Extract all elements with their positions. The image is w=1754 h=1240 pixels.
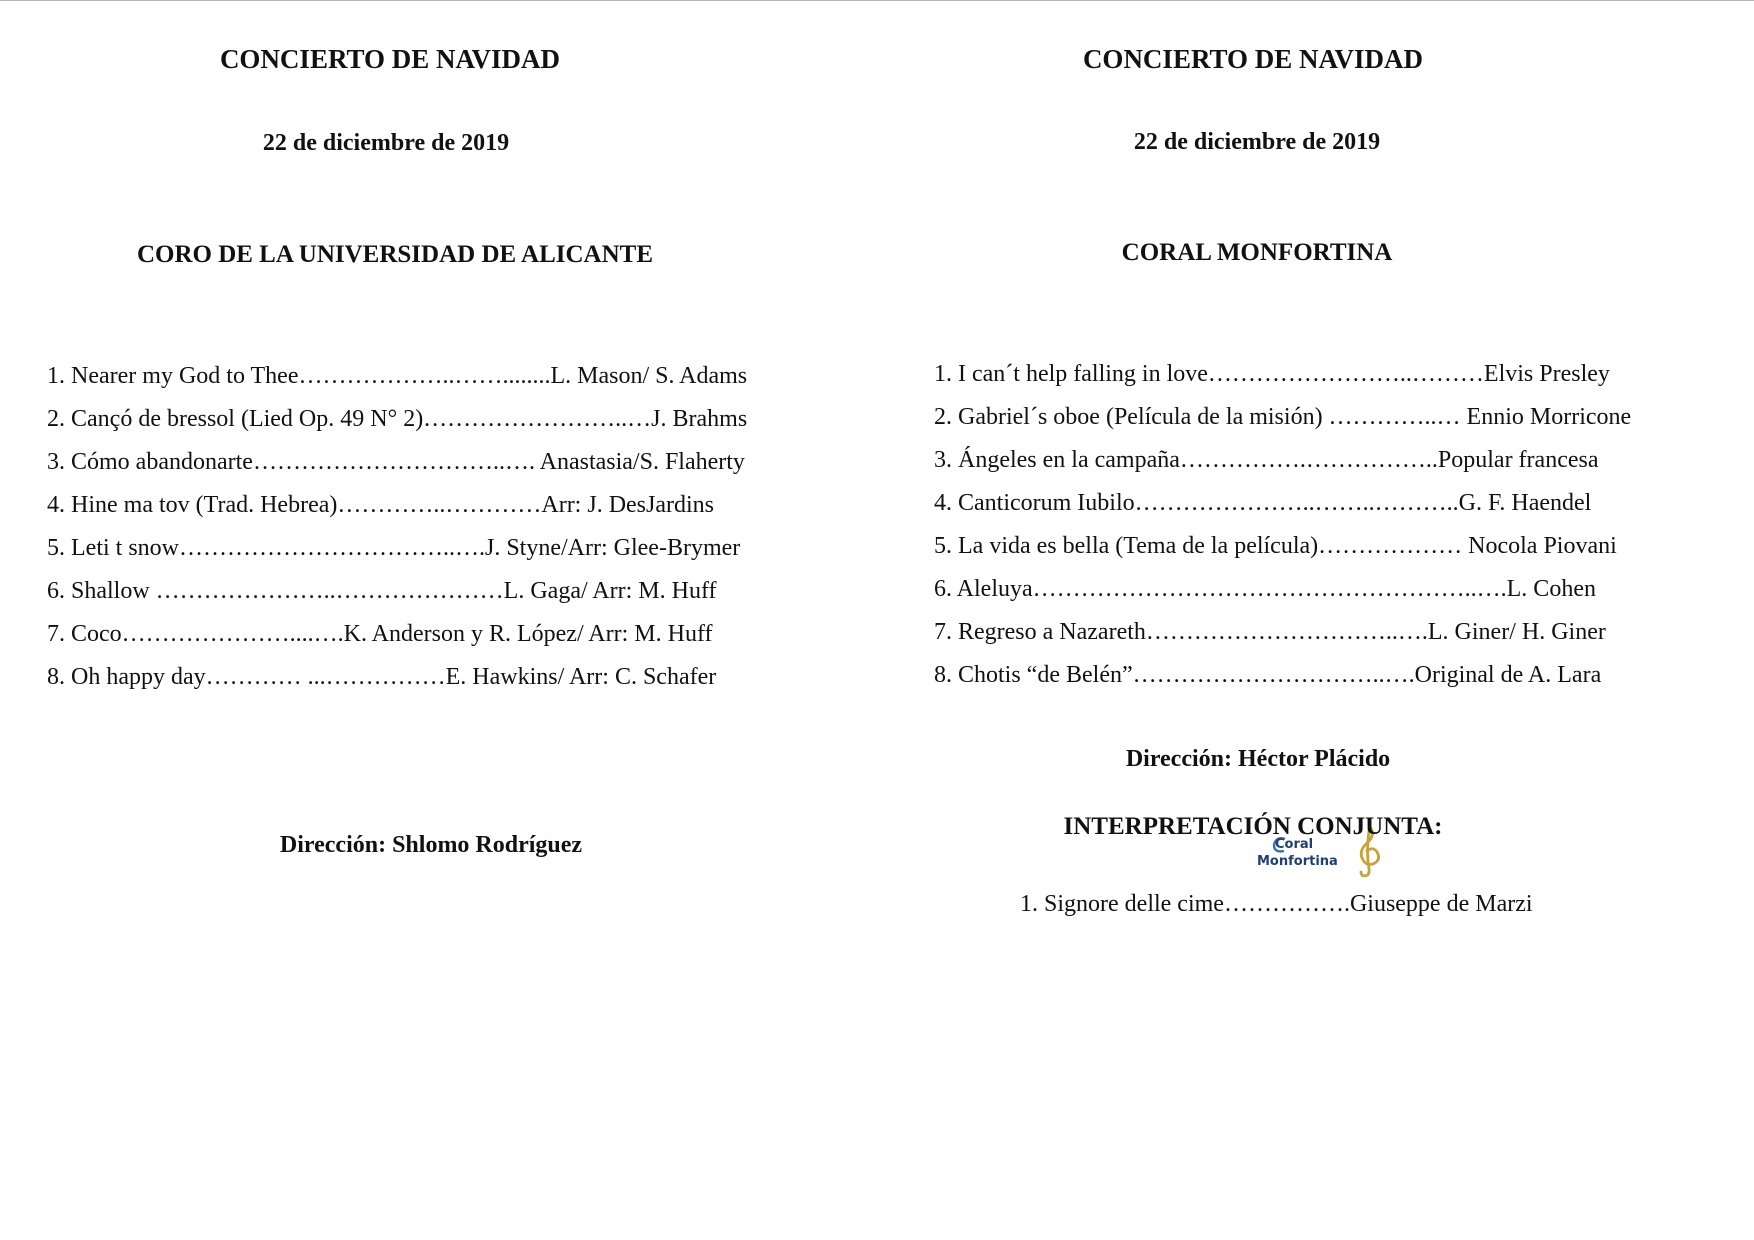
program-item: 7. Coco…………………....….K. Anderson y R. López/ Arr: M. Huff <box>47 621 713 647</box>
choir-name: CORAL MONFORTINA <box>1121 239 1393 266</box>
concert-title: CONCIERTO DE NAVIDAD <box>219 44 561 74</box>
program-list <box>934 353 1631 697</box>
logo-line-2: Monfortina <box>1257 854 1338 869</box>
program-item: 7. Regreso a Nazareth…………………………..….L. Giner/ H. Giner <box>934 619 1606 645</box>
program-item: 6. Aleluya………………………………………………..….L. Cohen <box>934 576 1596 602</box>
program-item: 1. Nearer my God to Thee………………..……........L. Mason/ S. Adams <box>47 363 748 389</box>
program-item: 5. La vida es bella (Tema de la película)……………… Nocola Piovani <box>934 533 1617 559</box>
program-item: 8. Oh happy day………… ...……………E. Hawkins/ Arr: C. Schafer <box>47 664 717 690</box>
program-item: 5. Leti t snow……………………………..….J. Styne/Arr: Glee-Brymer <box>47 535 741 561</box>
program-item: 4. Canticorum Iubilo…………………..……..………..G. F. Haendel <box>934 490 1592 516</box>
program-list <box>47 355 747 699</box>
joint-program-item: 1. Signore delle cime…………….Giuseppe de Marzi <box>1020 891 1533 917</box>
concert-date: 22 de diciembre de 2019 <box>262 130 510 156</box>
choir-name: CORO DE LA UNIVERSIDAD DE ALICANTE <box>136 241 654 268</box>
program-item: 2. Cançó de bressol (Lied Op. 49 N° 2)……………………..…J. Brahms <box>47 406 748 432</box>
program-item: 3. Cómo abandonarte…………………………..…. Anastasia/S. Flaherty <box>47 449 745 475</box>
program-item: 2. Gabriel´s oboe (Película de la misión) …………..… Ennio Morricone <box>934 404 1632 430</box>
direction-credit: Dirección: Héctor Plácido <box>1125 746 1391 772</box>
joint-performance-title: INTERPRETACIÓN CONJUNTA: <box>1063 813 1443 840</box>
right-program-page <box>877 0 1754 1240</box>
program-item: 3. Ángeles en la campaña…………….……………..Popular francesa <box>934 447 1599 473</box>
program-item: 8. Chotis “de Belén”…………………………..….Original de A. Lara <box>934 662 1602 688</box>
logo-line-1: Coral <box>1275 837 1314 852</box>
program-item: 4. Hine ma tov (Trad. Hebrea)…………..…………Arr: J. DesJardins <box>47 492 715 518</box>
direction-credit: Dirección: Shlomo Rodríguez <box>279 832 583 858</box>
program-item: 1. I can´t help falling in love……………………..………Elvis Presley <box>934 361 1610 387</box>
concert-date: 22 de diciembre de 2019 <box>1133 129 1381 155</box>
concert-title: CONCIERTO DE NAVIDAD <box>1082 44 1424 74</box>
program-item: 6. Shallow …………………..…………………L. Gaga/ Arr: M. Huff <box>47 578 717 604</box>
